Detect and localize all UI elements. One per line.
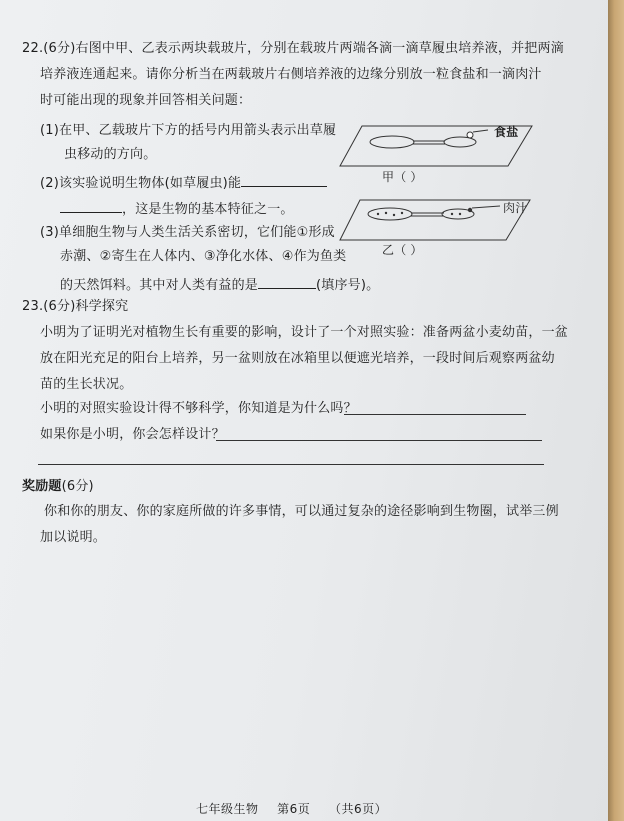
fig-a-label-salt: 食盐: [494, 125, 519, 139]
q22-part1-line1: (1)在甲、乙载玻片下方的括号内用箭头表示出草履: [40, 123, 337, 138]
q22-part3-text2: (填序号)。: [316, 278, 380, 293]
fig-a-caption: 甲（ ）: [382, 170, 423, 184]
q22-intro-line2: 培养液连通起来。请你分析当在两载玻片右侧培养液的边缘分别放一粒食盐和一滴肉汁: [40, 67, 542, 82]
bonus-para-line2: 加以说明。: [40, 530, 107, 545]
q23-para-line3: 苗的生长状况。: [40, 377, 133, 392]
q23-answer2-line[interactable]: [216, 440, 542, 441]
bonus-heading: [22, 478, 94, 496]
q22-part3-line2: 赤潮、②寄生在人体内、③净化水体、④作为鱼类: [60, 249, 347, 264]
q22-part2-text2: ，这是生物的基本特征之一。: [122, 202, 294, 217]
q23-para-line1: 小明为了证明光对植物生长有重要的影响，设计了一个对照实验：准备两盆小麦幼苗，一盆: [40, 325, 569, 340]
q23-para-line2: 放在阳光充足的阳台上培养，另一盆则放在冰箱里以便遮光培养，一段时间后观察两盆幼: [40, 351, 555, 366]
q23-question1: 小明的对照实验设计得不够科学，你知道是为什么吗？: [40, 401, 357, 416]
fig-b-caption: 乙（ ）: [382, 243, 423, 257]
q23-answer3-line[interactable]: [38, 464, 544, 465]
q22-part3-line1: (3)单细胞生物与人类生活关系密切，它们能①形成: [40, 225, 335, 240]
q22-intro-line1: 22.(6分)右图中甲、乙表示两块载玻片，分别在载玻片两端各滴一滴草履虫培养液，并把两滴: [22, 41, 564, 56]
footer-page-number: 第6页: [277, 802, 311, 816]
bonus-title: 奖励题: [22, 479, 62, 494]
fig-b-label-meat-juice: 肉汁: [503, 201, 528, 215]
q23-answer1-line[interactable]: [344, 414, 526, 415]
q22-part2-blank2[interactable]: [60, 198, 122, 213]
q22-part2-line1: [40, 172, 327, 193]
salt-grain-icon: [467, 132, 473, 138]
bonus-para-line1: 你和你的朋友、你的家庭所做的许多事情，可以通过复杂的途径影响到生物圈，试举三例: [44, 504, 559, 519]
q22-intro-line3: 时可能出现的现象并回答相关问题：: [40, 93, 252, 108]
footer-subject: 七年级生物: [196, 802, 259, 816]
q23-title: 23.(6分)科学探究: [22, 299, 129, 314]
footer-total-pages: （共6页）: [328, 802, 388, 816]
q22-part1-line2: 虫移动的方向。: [64, 147, 157, 162]
q22-part3-blank[interactable]: [258, 274, 316, 289]
q22-part2-line2: [60, 198, 294, 219]
q22-part3-text: 的天然饵料。其中对人类有益的是: [60, 278, 259, 293]
bonus-score: (6分): [61, 479, 94, 494]
meat-juice-drop-icon: [468, 208, 472, 212]
q22-part2-blank1[interactable]: [241, 172, 327, 187]
q23-question2: 如果你是小明，你会怎样设计？: [40, 427, 225, 442]
q22-part2-text: (2)该实验说明生物体(如草履虫)能: [40, 176, 242, 191]
page-footer: [196, 800, 387, 817]
q22-part3-line3: [60, 274, 379, 295]
page-edge-shadow: [608, 0, 624, 821]
